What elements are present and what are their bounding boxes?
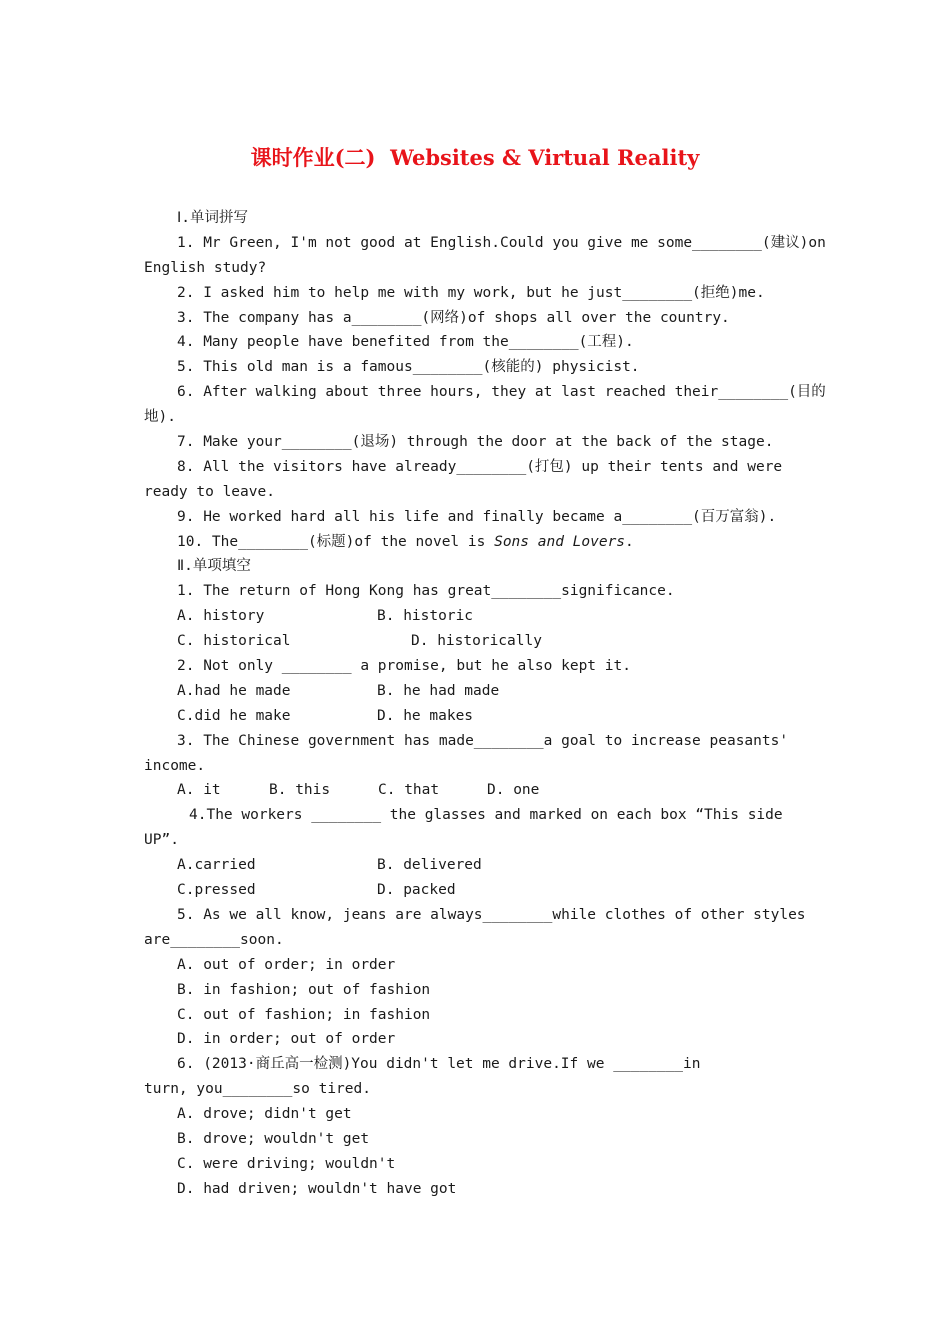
- option-row: [144, 853, 808, 878]
- option: A. history: [177, 608, 265, 625]
- text-line: 8. All the visitors have already________(打包) up their tents and were: [177, 458, 783, 475]
- question-stem: 1. The return of Hong Kong has great________significance.: [177, 583, 675, 600]
- option: B. historic: [377, 608, 474, 625]
- text-line: 4. Many people have benefited from the________(工程).: [177, 334, 634, 351]
- option: D. he makes: [377, 707, 474, 724]
- text-line: 5. This old man is a famous________(核能的) physicist.: [177, 359, 640, 376]
- text-line: 1. Mr Green, I'm not good at English.Could you give me some________(建议)on: [177, 234, 826, 251]
- text-run: .: [625, 533, 634, 550]
- option: B. drove; wouldn't get: [177, 1130, 370, 1147]
- option-row: [144, 679, 808, 704]
- question-stem-cont: UP”.: [144, 832, 179, 849]
- option-row: [144, 604, 808, 629]
- text-line: ready to leave.: [144, 483, 275, 500]
- option: D. packed: [377, 882, 456, 899]
- option: D. one: [487, 782, 540, 799]
- text-line: 地).: [144, 409, 176, 426]
- option: C. that: [378, 782, 440, 799]
- option-row: [144, 629, 808, 654]
- question-stem: 6. (2013·商丘高一检测)You didn't let me drive.If we ________in: [177, 1056, 701, 1073]
- option: B. this: [269, 782, 331, 799]
- option: D. in order; out of order: [177, 1031, 396, 1048]
- option: A. drove; didn't get: [177, 1106, 352, 1123]
- question-stem-cont: are________soon.: [144, 931, 284, 948]
- page-title: 课时作业(二) Websites & Virtual Reality: [250, 145, 700, 170]
- text-line: 3. The company has a________(网络)of shops all over the country.: [177, 309, 730, 326]
- question-stem: 3. The Chinese government has made________a goal to increase peasants': [177, 732, 789, 749]
- text-line: [144, 530, 808, 555]
- document-body: [144, 206, 826, 1202]
- option: C. were driving; wouldn't: [177, 1155, 396, 1172]
- question-stem: 5. As we all know, jeans are always________while clothes of other styles: [177, 906, 806, 923]
- text-line: 6. After walking about three hours, they at last reached their________(目的: [177, 384, 826, 401]
- option: D. had driven; wouldn't have got: [177, 1180, 457, 1197]
- option: C. out of fashion; in fashion: [177, 1006, 431, 1023]
- section-heading: Ⅰ.单词拼写: [177, 210, 249, 226]
- option: B. delivered: [377, 857, 482, 874]
- option: A.carried: [177, 857, 256, 874]
- section-heading: Ⅱ.单项填空: [177, 558, 251, 575]
- option-row: [144, 704, 808, 729]
- option-row: [144, 878, 808, 903]
- option: A. it: [177, 782, 221, 799]
- italic-title: Sons and Lovers: [494, 533, 626, 550]
- option-row: [144, 778, 808, 803]
- option: A.had he made: [177, 682, 291, 699]
- text-line: 9. He worked hard all his life and finally became a________(百万富翁).: [177, 508, 777, 525]
- option: B. he had made: [377, 682, 500, 699]
- text-run: 10. The________(标题)of the novel is: [177, 533, 495, 550]
- text-line: 2. I asked him to help me with my work, but he just________(拒绝)me.: [177, 284, 765, 301]
- option: C. historical: [177, 633, 291, 650]
- option: C.did he make: [177, 707, 291, 724]
- question-stem-cont: turn, you________so tired.: [144, 1081, 371, 1098]
- option: B. in fashion; out of fashion: [177, 981, 431, 998]
- text-line: 7. Make your________(退场) through the door at the back of the stage.: [177, 434, 774, 451]
- option: D. historically: [411, 633, 542, 650]
- text-line: English study?: [144, 259, 267, 276]
- question-stem: 4.The workers ________ the glasses and marked on each box “This side: [189, 807, 783, 824]
- question-stem: 2. Not only ________ a promise, but he also kept it.: [177, 658, 631, 675]
- option: A. out of order; in order: [177, 956, 396, 973]
- option: C.pressed: [177, 882, 256, 899]
- question-stem-cont: income.: [144, 757, 206, 774]
